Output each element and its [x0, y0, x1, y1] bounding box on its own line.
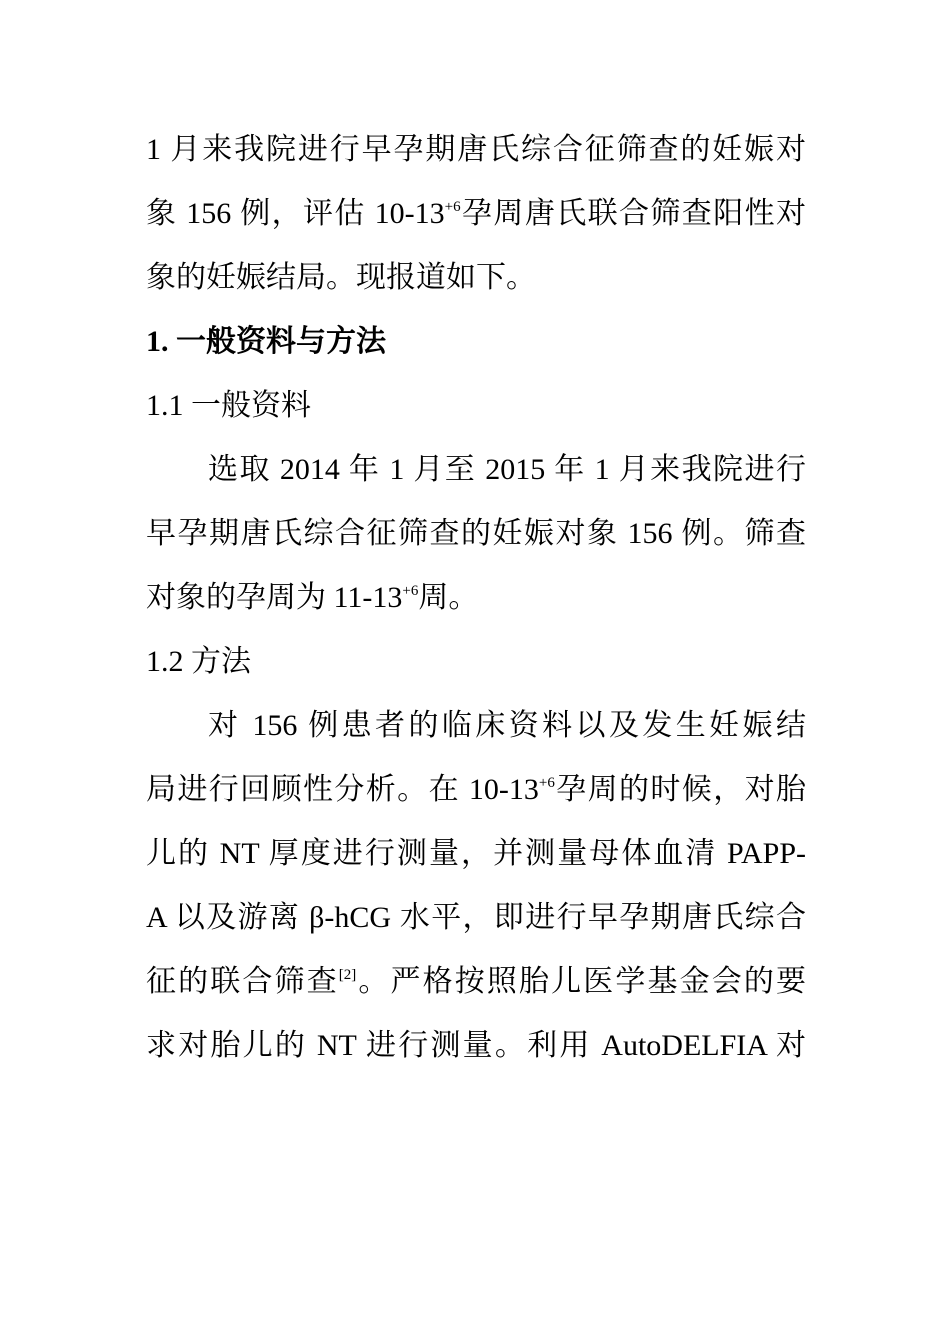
paragraph-line — [146, 438, 806, 502]
citation-superscript[interactable]: [2] — [338, 967, 357, 983]
text-run: 对 156 例患者的临床资料以及发生妊娠结 — [208, 709, 806, 742]
paragraph-line — [146, 886, 806, 950]
paragraph-line — [146, 566, 806, 630]
section-heading: 1. 一般资料与方法 — [146, 325, 386, 358]
paragraph-line — [146, 502, 806, 566]
text-run: 孕周唐氏联合筛查阳性对 — [460, 197, 807, 230]
text-run: 孕周的时候，对胎 — [554, 773, 806, 806]
text-run: 1 月来我院进行早孕期唐氏综合征筛查的妊娠对 — [146, 133, 806, 166]
text-run: 周。 — [418, 581, 479, 614]
text-run: 儿的 NT 厚度进行测量，并测量母体血清 PAPP- — [146, 837, 806, 870]
subsection-heading: 1.2 方法 — [146, 645, 251, 678]
text-run: 求对胎儿的 NT 进行测量。利用 AutoDELFIA 对 — [146, 1029, 806, 1062]
paragraph-line — [146, 182, 806, 246]
subsection-heading: 1.1 一般资料 — [146, 389, 311, 422]
paragraph-line — [146, 758, 806, 822]
superscript: +6 — [402, 583, 419, 599]
paragraph-line — [146, 1014, 806, 1078]
text-run: 。严格按照胎儿医学基金会的要 — [356, 965, 806, 998]
text-run: 早孕期唐氏综合征筛查的妊娠对象 156 例。筛查 — [146, 517, 806, 550]
superscript: +6 — [538, 775, 555, 791]
text-run: 局进行回顾性分析。在 10-13 — [146, 773, 539, 806]
text-run: 选取 2014 年 1 月至 2015 年 1 月来我院进行 — [208, 453, 806, 486]
paragraph-line — [146, 950, 806, 1014]
paragraph-line — [146, 822, 806, 886]
text-run: 征的联合筛查 — [146, 965, 339, 998]
text-run: 象的妊娠结局。现报道如下。 — [146, 261, 536, 294]
text-run: 对象的孕周为 11-13 — [146, 581, 403, 614]
paragraph-line — [146, 118, 806, 182]
paragraph-line — [146, 246, 806, 310]
document-page — [146, 118, 806, 1078]
paragraph-line — [146, 694, 806, 758]
text-run: A 以及游离 β-hCG 水平，即进行早孕期唐氏综合 — [146, 901, 806, 934]
text-run: 象 156 例，评估 10-13 — [146, 197, 445, 230]
superscript: +6 — [444, 199, 461, 215]
